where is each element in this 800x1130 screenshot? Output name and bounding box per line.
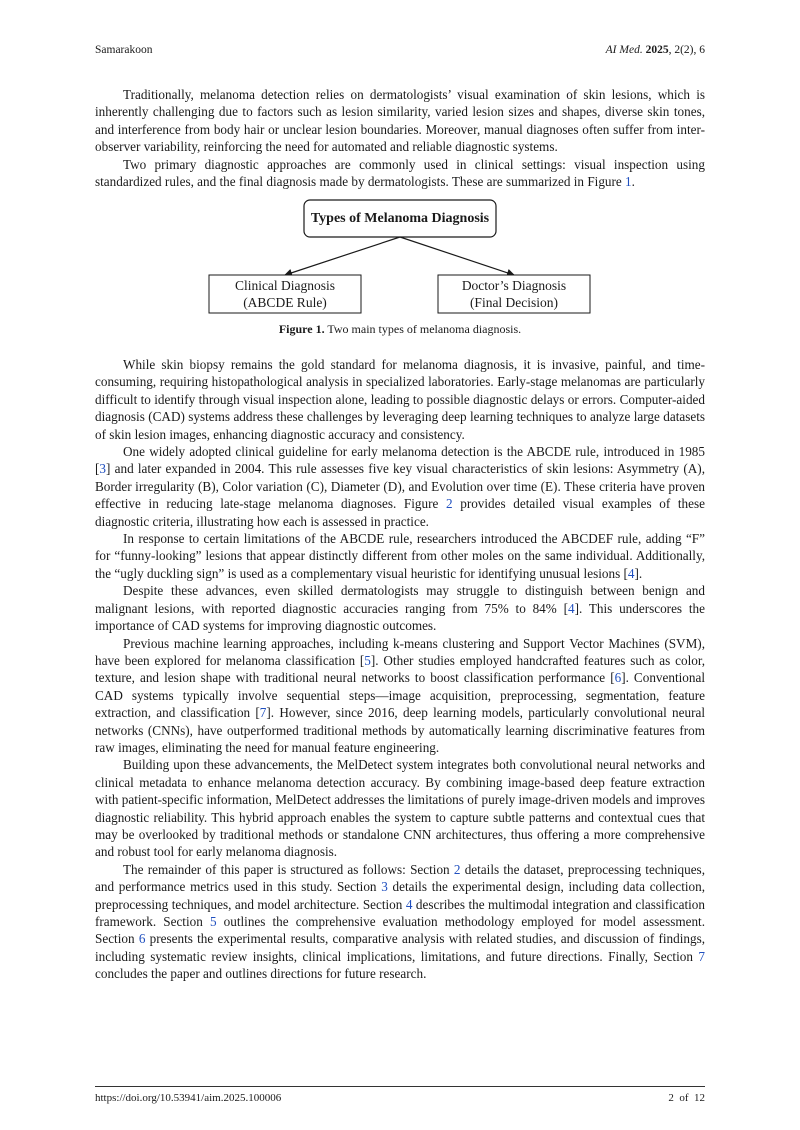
header-citation bbox=[606, 44, 705, 56]
running-header bbox=[95, 44, 705, 60]
figure-2-link[interactable]: 2 bbox=[445, 496, 453, 512]
paragraph-1: Traditionally, melanoma detection relies on dermatologists’ visual examination of skin lesions, which is inherently challenging due to factors such as lesion similarity, varied lesion sizes and shapes, diverse skin tones, and interference from body hair or unclear lesion boundaries. Moreover, manual diagnoses often suffer from inter-observer variability, reinforcing the need for automated and reliable diagnostic systems. bbox=[95, 87, 705, 155]
doctor-diagnosis-line2: (Final Decision) bbox=[469, 295, 559, 310]
section-4-link[interactable]: 4 bbox=[405, 896, 413, 912]
paragraph-8: Building upon these advancements, the MelDetect system integrates both convolutional neural networks and clinical metadata to enhance melanoma detection accuracy. By combining image-based deep feature extraction with patient-specific information, MelDetect addresses the limitations of purely image-driven models and improves diagnostic reliability. This hybrid approach enables the system to capture subtle patterns and contextual cues that may be overlooked by traditional methods or standalone CNN architectures, thus offering a more comprehensive and robust tool for early melanoma diagnosis. bbox=[95, 757, 705, 860]
section-7-link[interactable]: 7 bbox=[698, 948, 705, 964]
diagram-svg bbox=[95, 197, 705, 322]
paragraph-5 bbox=[95, 530, 705, 582]
p5-b: ]. bbox=[634, 565, 643, 581]
p7-a: Previous machine learning approaches, including k-means clustering and Support Vector Machines (SVM), have been explored for melanoma classification [ bbox=[95, 635, 705, 668]
figure-1-link[interactable]: 1 bbox=[625, 174, 632, 190]
ref-7-link[interactable]: 7 bbox=[259, 705, 267, 721]
ref-3-link[interactable]: 3 bbox=[99, 461, 106, 477]
p9-d: describes the multimodal integration and classification framework. Section bbox=[95, 896, 705, 929]
p6-b: ]. This underscores the importance of CAD systems for improving diagnostic outcomes. bbox=[95, 600, 705, 634]
p7-c: ]. Conventional CAD systems typically involve sequential steps—image acquisition, preprocessing, segmentation, feature extraction, and classification [ bbox=[95, 670, 705, 721]
paragraph-2 bbox=[95, 156, 705, 191]
caption-label: Figure 1. bbox=[278, 322, 325, 336]
header-year: 2025 bbox=[645, 44, 669, 56]
ref-6-link[interactable]: 6 bbox=[614, 670, 622, 686]
p9-g: concludes the paper and outlines directions for future research. bbox=[95, 966, 427, 982]
ref-4-link-2[interactable]: 4 bbox=[567, 600, 575, 616]
p9-f: presents the experimental results, comparative analysis with related studies, and discussion of findings, including systematic review insights, clinical implications, limitations, and future directions. Finally, Section bbox=[95, 931, 705, 964]
p4-a: One widely adopted clinical guideline for early melanoma detection is the ABCDE rule, introduced in 1985 [ bbox=[95, 444, 705, 477]
doctor-diagnosis-line1: Doctor’s Diagnosis bbox=[461, 278, 567, 293]
paragraph-7 bbox=[95, 635, 705, 757]
paragraph-2-text: Two primary diagnostic approaches are commonly used in clinical settings: visual inspection using standardized rules, and the final diagnosis made by dermatologists. These are summarized in Figure bbox=[95, 156, 705, 190]
caption-text: Two main types of melanoma diagnosis. bbox=[324, 322, 522, 336]
p7-b: ]. Other studies employed handcrafted features such as color, texture, and lesion shape with traditional neural networks to boost classification performance [ bbox=[95, 652, 705, 686]
section-3-link[interactable]: 3 bbox=[381, 879, 388, 895]
p9-b: details the dataset, preprocessing techniques, and performance metrics used in this study. Section bbox=[95, 861, 705, 895]
edge-right bbox=[400, 237, 514, 275]
clinical-diagnosis-line1: Clinical Diagnosis bbox=[234, 278, 336, 293]
p9-c: details the experimental design, including data collection, preprocessing techniques, and model architecture. Section bbox=[95, 879, 706, 912]
header-author: Samarakoon bbox=[95, 44, 153, 56]
ref-5-link[interactable]: 5 bbox=[364, 652, 371, 668]
footer-page-number: 2 of 12 bbox=[668, 1092, 705, 1104]
root-node-label: Types of Melanoma Diagnosis bbox=[310, 211, 490, 226]
paragraph-2-end: . bbox=[631, 174, 635, 190]
paragraph-9 bbox=[95, 861, 705, 983]
clinical-diagnosis-line2: (ABCDE Rule) bbox=[243, 295, 327, 310]
section-5-link[interactable]: 5 bbox=[209, 914, 217, 929]
header-volume: , 2(2), 6 bbox=[668, 44, 705, 56]
p9-a: The remainder of this paper is structured as follows: Section bbox=[123, 861, 454, 877]
p7-d: ]. However, since 2016, deep learning models, particularly convolutional neural networks (CNNs), have outperformed traditional methods by automatically learning discriminative features from raw images, eliminating the need for manual feature engineering. bbox=[95, 705, 705, 755]
paragraph-6 bbox=[95, 582, 705, 634]
intro-text-top bbox=[95, 86, 705, 190]
section-2-link[interactable]: 2 bbox=[453, 861, 461, 877]
p9-e: outlines the comprehensive evaluation methodology employed for model assessment. Section bbox=[95, 914, 706, 947]
intro-text-main bbox=[95, 356, 705, 983]
figure-1-diagram bbox=[95, 197, 705, 341]
footer-doi-link[interactable]: https://doi.org/10.53941/aim.2025.100006 bbox=[95, 1092, 282, 1104]
p4-c: provides detailed visual examples of these diagnostic criteria, illustrating how each is assessed in practice. bbox=[95, 496, 705, 529]
p4-b: ] and later expanded in 2004. This rule assesses five key visual characteristics of skin lesions: Asymmetry (A), Border irregularity (B), Color variation (C), Diameter (D), and Evolution over time (E). These criteria have proven effective in reducing late-stage melanoma diagnoses. Figure bbox=[95, 461, 705, 512]
ref-4-link[interactable]: 4 bbox=[627, 565, 635, 581]
figure-1-caption bbox=[95, 322, 705, 337]
section-6-link[interactable]: 6 bbox=[138, 931, 146, 947]
paragraph-3: While skin biopsy remains the gold standard for melanoma diagnosis, it is invasive, painful, and time-consuming, requiring histopathological analysis in specialized laboratories. Early-stage melanomas are particularly difficult to identify through visual inspection alone, leading to possible diagnostic delays or errors. Computer-aided diagnosis (CAD) systems address these challenges by leveraging deep learning techniques to analyze large datasets of skin lesion images, enhancing diagnostic accuracy and consistency. bbox=[95, 357, 705, 442]
edge-left bbox=[285, 237, 400, 275]
p6-a: Despite these advances, even skilled dermatologists may struggle to distinguish between benign and malignant lesions, with reported diagnostic accuracies ranging from 75% to 84% [ bbox=[95, 583, 705, 616]
paragraph-4 bbox=[95, 443, 705, 530]
header-journal: AI Med. bbox=[605, 44, 643, 56]
page-footer bbox=[95, 1086, 705, 1104]
p5-a: In response to certain limitations of the ABCDE rule, researchers introduced the ABCDEF rule, adding “F” for “funny-looking” lesions that appear distinctly different from other moles on the same individual. Additionally, the “ugly duckling sign” is used as a complementary visual heuristic for identifying unusual lesions [ bbox=[95, 531, 705, 581]
